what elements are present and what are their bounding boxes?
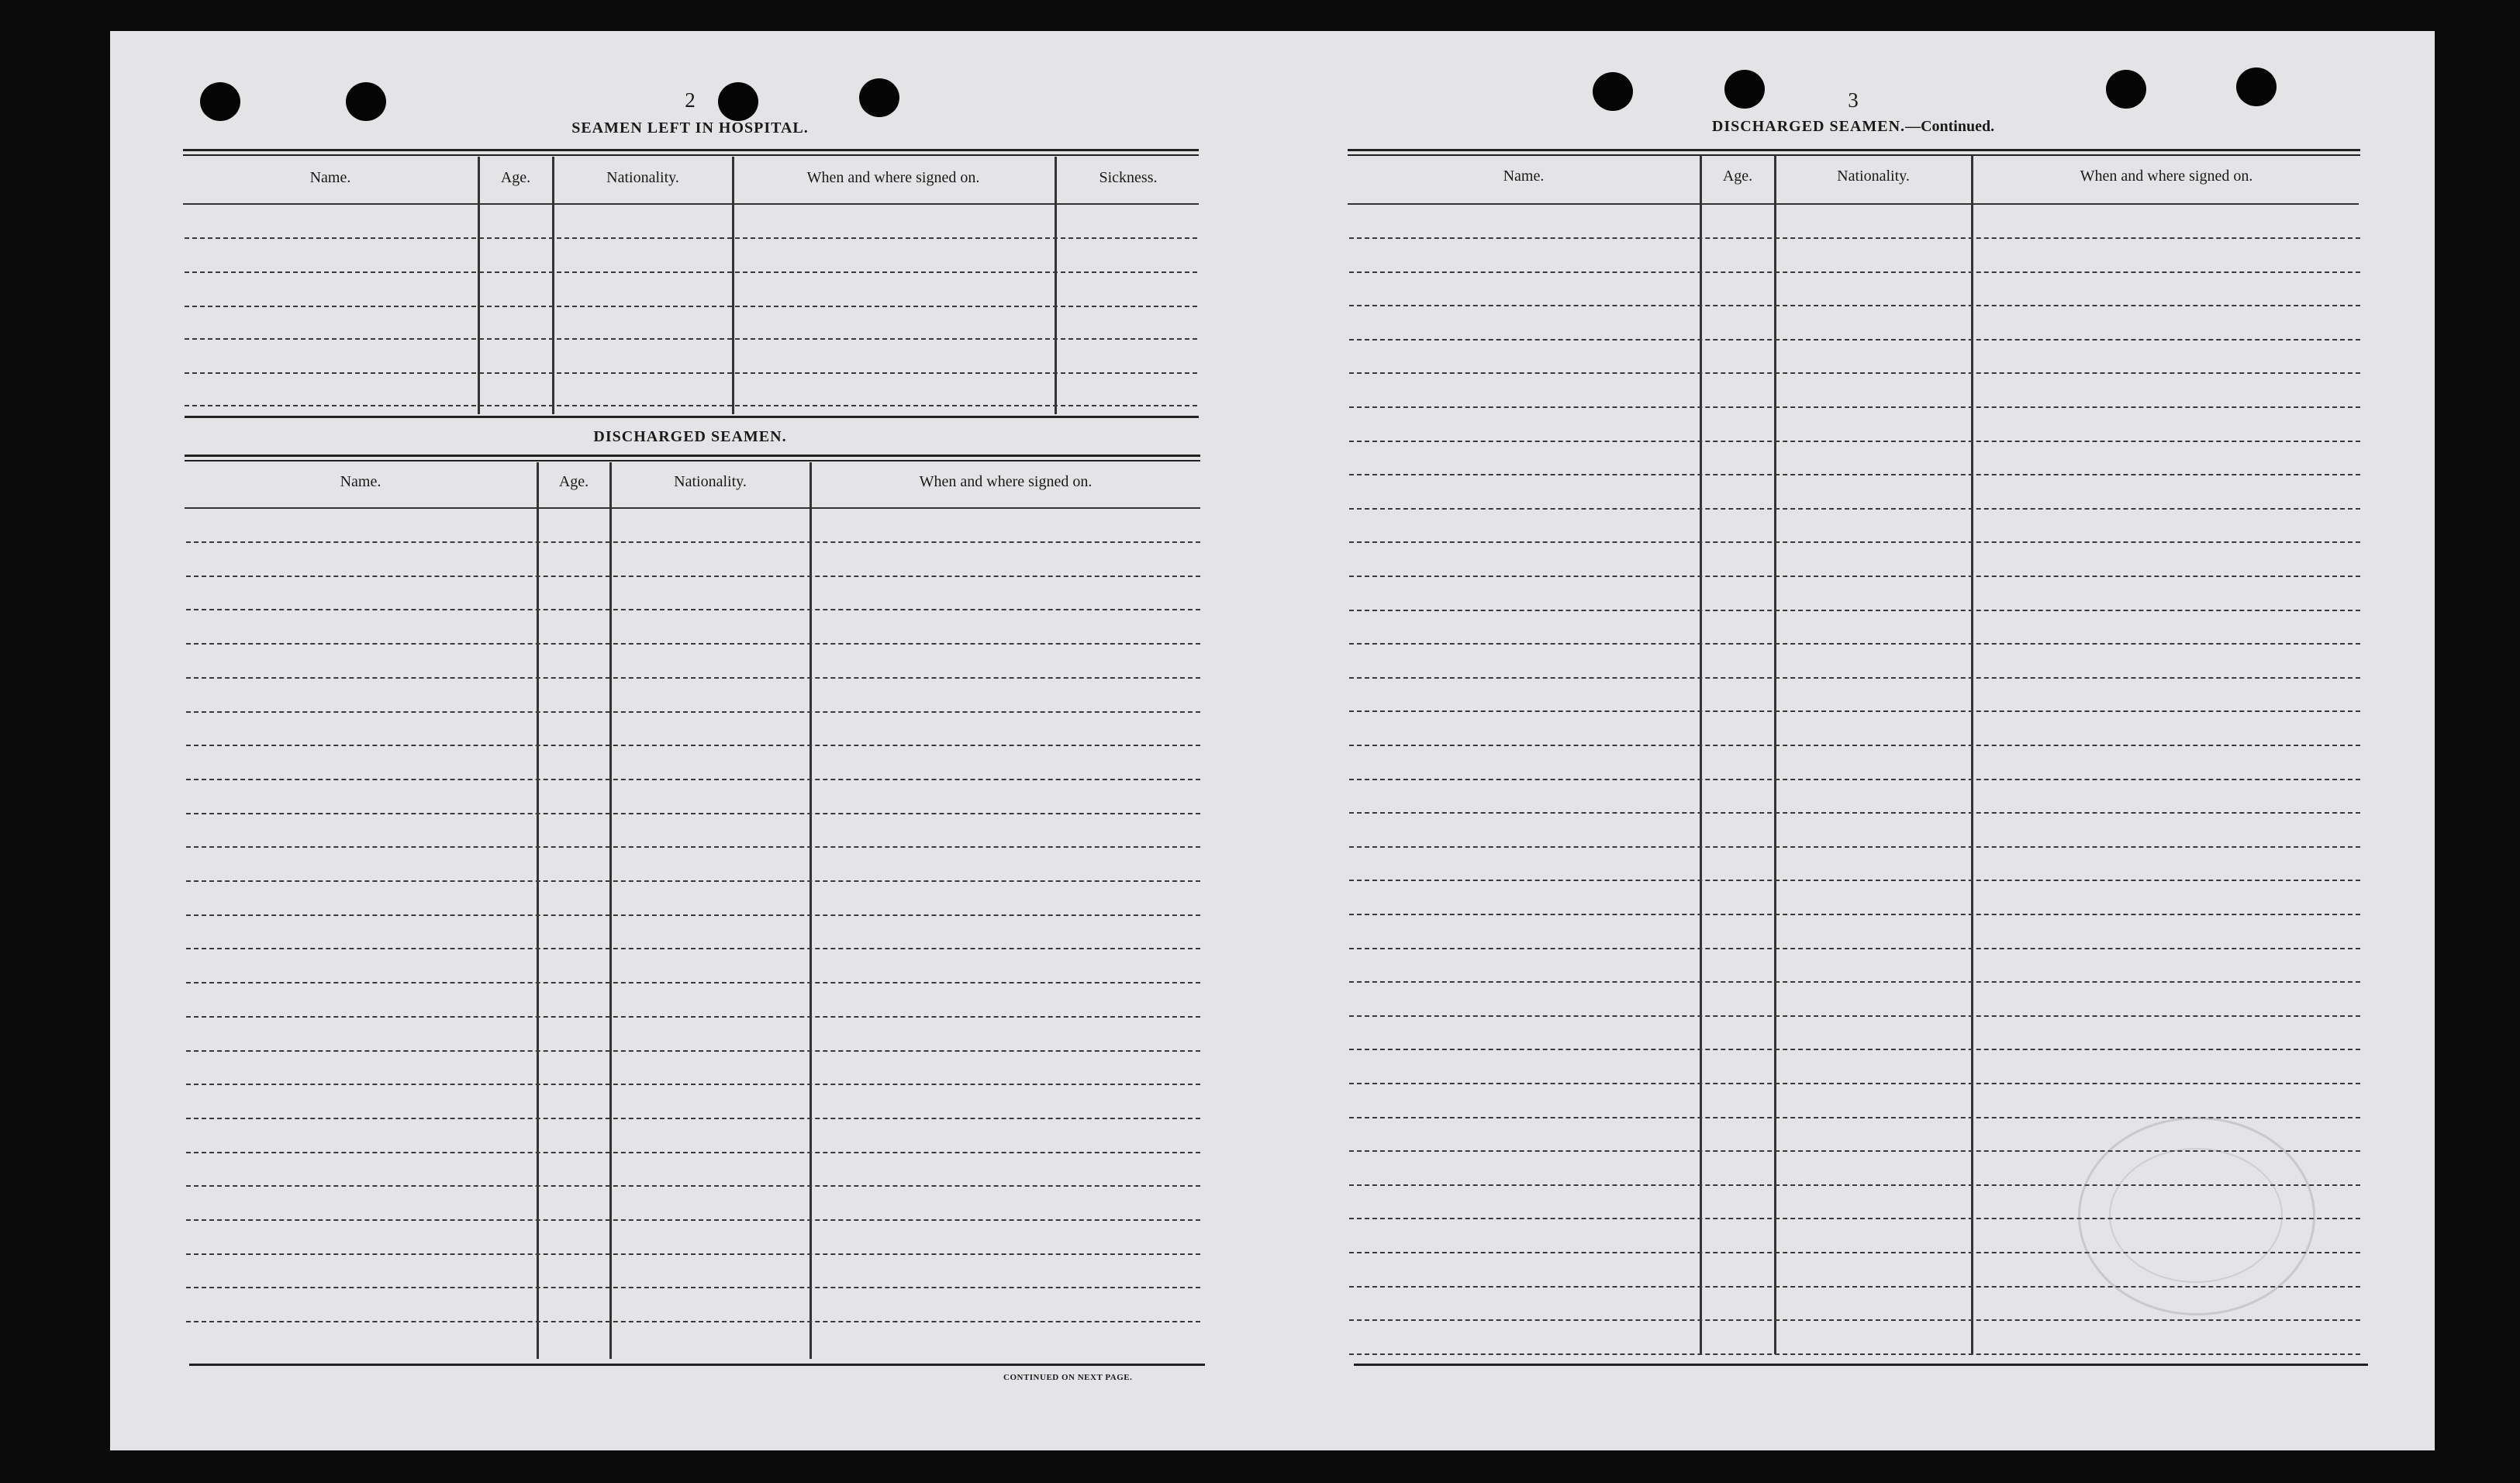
ruled-row-line <box>186 541 1200 543</box>
ruled-row-line <box>1349 541 2360 543</box>
ruled-row-line <box>1349 677 2360 679</box>
hospital-col-divider <box>478 157 480 414</box>
ruled-row-line <box>186 1118 1200 1119</box>
ruled-row-line <box>1349 643 2360 645</box>
ruled-row-line <box>186 982 1200 983</box>
right-header-rule <box>1348 203 2359 205</box>
discharged-col-name: Name. <box>340 473 381 490</box>
right-bottom-rule <box>1354 1364 2368 1366</box>
right-section-title <box>1667 118 2039 136</box>
discharged-bottom-rule <box>189 1364 1205 1366</box>
ruled-row-line <box>1349 779 2360 780</box>
right-col-nationality: Nationality. <box>1837 168 1910 185</box>
continued-note: CONTINUED ON NEXT PAGE. <box>1003 1373 1133 1382</box>
right-col-signed-on: When and where signed on. <box>2080 168 2253 185</box>
hospital-section-title: SEAMEN LEFT IN HOSPITAL. <box>571 119 809 137</box>
discharged-top-rule <box>185 455 1200 461</box>
right-top-rule <box>1348 149 2360 156</box>
punch-hole <box>718 82 758 121</box>
discharged-col-signed-on: When and where signed on. <box>919 473 1093 490</box>
discharged-col-age: Age. <box>558 473 589 490</box>
ruled-row-line <box>1349 1049 2360 1050</box>
ruled-row-line <box>1349 981 2360 983</box>
ruled-row-line <box>186 1152 1200 1153</box>
hospital-top-rule <box>183 149 1199 156</box>
ruled-row-line <box>1349 610 2360 611</box>
ruled-row-line <box>1349 710 2360 712</box>
ruled-row-line <box>186 576 1200 577</box>
punch-hole <box>2106 70 2146 109</box>
hospital-col-signed-on: When and where signed on. <box>806 169 980 186</box>
ruled-row-line <box>186 1219 1200 1221</box>
punch-hole <box>346 82 386 121</box>
right-title-main: DISCHARGED SEAMEN. <box>1711 118 1906 135</box>
ruled-row-line <box>186 677 1200 679</box>
ruled-row-line <box>1349 812 2360 814</box>
right-col-divider <box>1774 155 1776 1354</box>
ruled-row-line <box>186 643 1200 645</box>
page-number-right: 3 <box>1848 88 1859 112</box>
hospital-header-rule <box>183 203 1199 205</box>
ruled-row-line <box>1349 508 2360 510</box>
ruled-row-line <box>186 711 1200 713</box>
ruled-row-line <box>1349 372 2360 374</box>
punch-hole <box>859 78 899 117</box>
discharged-col-divider <box>609 462 612 1359</box>
ruled-row-line <box>186 948 1200 949</box>
ruled-row-line <box>1349 237 2360 239</box>
ruled-row-line <box>186 1016 1200 1018</box>
right-title-suffix: —Continued. <box>1905 118 1995 135</box>
hospital-row-line <box>185 306 1197 307</box>
ruled-row-line <box>1349 406 2360 408</box>
right-col-divider <box>1700 155 1702 1354</box>
hospital-bottom-rule <box>185 416 1199 418</box>
ruled-row-line <box>1349 846 2360 848</box>
punch-hole <box>2236 67 2277 106</box>
punch-hole <box>1724 70 1765 109</box>
ruled-row-line <box>186 1084 1200 1085</box>
page-number-left: 2 <box>685 88 696 112</box>
ruled-row-line <box>186 1253 1200 1255</box>
discharged-section-title: DISCHARGED SEAMEN. <box>593 428 787 445</box>
ruled-row-line <box>1349 880 2360 881</box>
punch-hole <box>1593 72 1633 111</box>
hospital-col-divider <box>1055 157 1057 414</box>
hospital-col-divider <box>732 157 734 414</box>
hospital-row-line <box>185 338 1197 340</box>
ruled-row-line <box>1349 745 2360 746</box>
ruled-row-line <box>186 846 1200 848</box>
discharged-col-divider <box>810 462 812 1359</box>
ruled-row-line <box>186 813 1200 814</box>
ruled-row-line <box>1349 1015 2360 1017</box>
ruled-row-line <box>1349 1319 2360 1321</box>
ruled-row-line <box>1349 305 2360 306</box>
hospital-col-age: Age. <box>500 169 531 186</box>
discharged-header-rule <box>185 507 1200 509</box>
ruled-row-line <box>186 745 1200 746</box>
hospital-row-line <box>185 372 1197 374</box>
hospital-col-nationality: Nationality. <box>606 169 679 186</box>
ruled-row-line <box>186 1287 1200 1288</box>
faded-stamp-inner <box>2109 1148 2283 1283</box>
hospital-row-line <box>185 237 1197 239</box>
right-col-age: Age. <box>1722 168 1753 185</box>
ruled-row-line <box>1349 948 2360 949</box>
ruled-row-line <box>186 914 1200 916</box>
discharged-col-nationality: Nationality. <box>674 473 747 490</box>
ruled-row-line <box>186 779 1200 780</box>
discharged-col-divider <box>537 462 539 1359</box>
right-col-name: Name. <box>1503 168 1545 185</box>
ruled-row-line <box>186 609 1200 610</box>
ruled-row-line <box>1349 1353 2360 1355</box>
ruled-row-line <box>1349 339 2360 341</box>
hospital-row-line <box>185 271 1197 273</box>
right-col-divider <box>1971 155 1973 1354</box>
ruled-row-line <box>1349 576 2360 577</box>
ruled-row-line <box>186 1185 1200 1187</box>
ruled-row-line <box>186 1050 1200 1052</box>
ruled-row-line <box>1349 1083 2360 1084</box>
ruled-row-line <box>1349 914 2360 915</box>
hospital-col-sickness: Sickness. <box>1099 169 1158 186</box>
punch-hole <box>200 82 240 121</box>
ruled-row-line <box>1349 441 2360 442</box>
hospital-col-name: Name. <box>309 169 351 186</box>
hospital-col-divider <box>552 157 554 414</box>
ruled-row-line <box>186 1321 1200 1322</box>
ruled-row-line <box>1349 271 2360 273</box>
ruled-row-line <box>186 880 1200 882</box>
ruled-row-line <box>1349 474 2360 475</box>
hospital-row-line <box>185 405 1197 406</box>
